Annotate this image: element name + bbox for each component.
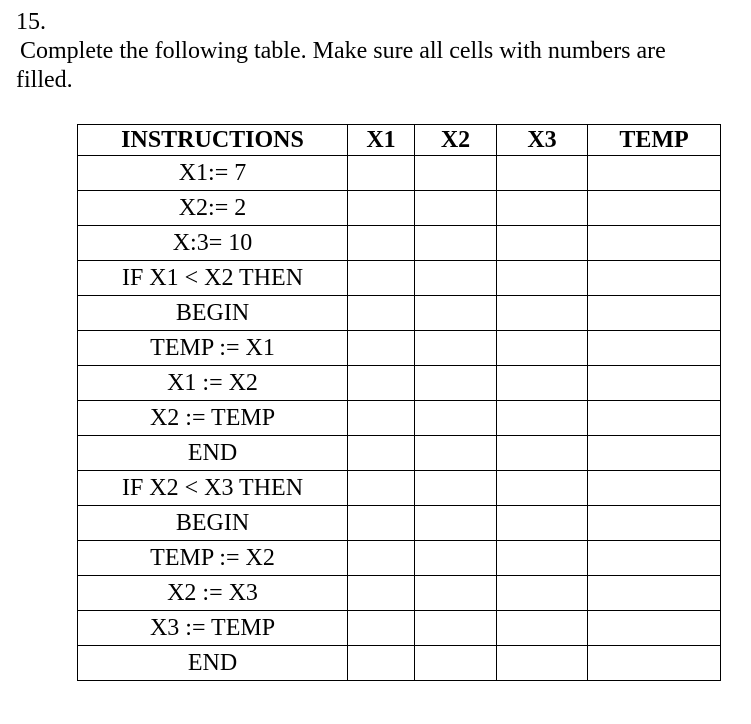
x2-cell[interactable] xyxy=(415,646,497,681)
table-row xyxy=(78,576,721,611)
instruction-cell: X:3= 10 xyxy=(78,226,348,261)
header-x1: X1 xyxy=(348,125,415,156)
instruction-cell: IF X1 < X2 THEN xyxy=(78,261,348,296)
instruction-cell: END xyxy=(78,646,348,681)
x3-cell[interactable] xyxy=(497,646,588,681)
x1-cell[interactable] xyxy=(348,541,415,576)
x1-cell[interactable] xyxy=(348,646,415,681)
x2-cell[interactable] xyxy=(415,366,497,401)
x3-cell[interactable] xyxy=(497,506,588,541)
x1-cell[interactable] xyxy=(348,296,415,331)
x3-cell[interactable] xyxy=(497,576,588,611)
x2-cell[interactable] xyxy=(415,541,497,576)
temp-cell[interactable] xyxy=(588,331,721,366)
x1-cell[interactable] xyxy=(348,436,415,471)
temp-cell[interactable] xyxy=(588,226,721,261)
table-row xyxy=(78,366,721,401)
temp-cell[interactable] xyxy=(588,296,721,331)
x1-cell[interactable] xyxy=(348,366,415,401)
table-row xyxy=(78,401,721,436)
x2-cell[interactable] xyxy=(415,296,497,331)
x2-cell[interactable] xyxy=(415,611,497,646)
x1-cell[interactable] xyxy=(348,576,415,611)
x2-cell[interactable] xyxy=(415,471,497,506)
question-number: 15. xyxy=(16,9,46,35)
table-row xyxy=(78,646,721,681)
table-row xyxy=(78,261,721,296)
x3-cell[interactable] xyxy=(497,366,588,401)
instruction-cell: X1 := X2 xyxy=(78,366,348,401)
table-row xyxy=(78,506,721,541)
table-row xyxy=(78,331,721,366)
temp-cell[interactable] xyxy=(588,541,721,576)
instruction-cell: TEMP := X2 xyxy=(78,541,348,576)
header-instructions: INSTRUCTIONS xyxy=(78,125,348,156)
temp-cell[interactable] xyxy=(588,261,721,296)
temp-cell[interactable] xyxy=(588,576,721,611)
x2-cell[interactable] xyxy=(415,576,497,611)
instruction-cell: X2 := X3 xyxy=(78,576,348,611)
x1-cell[interactable] xyxy=(348,471,415,506)
trace-table xyxy=(77,124,721,681)
x1-cell[interactable] xyxy=(348,156,415,191)
x3-cell[interactable] xyxy=(497,331,588,366)
temp-cell[interactable] xyxy=(588,191,721,226)
x3-cell[interactable] xyxy=(497,261,588,296)
x2-cell[interactable] xyxy=(415,436,497,471)
table-row xyxy=(78,226,721,261)
x3-cell[interactable] xyxy=(497,156,588,191)
x1-cell[interactable] xyxy=(348,226,415,261)
instruction-cell: X2:= 2 xyxy=(78,191,348,226)
table-row xyxy=(78,471,721,506)
temp-cell[interactable] xyxy=(588,156,721,191)
x3-cell[interactable] xyxy=(497,471,588,506)
instruction-cell: IF X2 < X3 THEN xyxy=(78,471,348,506)
x1-cell[interactable] xyxy=(348,401,415,436)
x1-cell[interactable] xyxy=(348,331,415,366)
header-row xyxy=(78,125,721,156)
x2-cell[interactable] xyxy=(415,226,497,261)
x3-cell[interactable] xyxy=(497,611,588,646)
x2-cell[interactable] xyxy=(415,506,497,541)
temp-cell[interactable] xyxy=(588,366,721,401)
table-row xyxy=(78,191,721,226)
x2-cell[interactable] xyxy=(415,401,497,436)
header-x3: X3 xyxy=(497,125,588,156)
temp-cell[interactable] xyxy=(588,436,721,471)
x3-cell[interactable] xyxy=(497,296,588,331)
x1-cell[interactable] xyxy=(348,506,415,541)
header-temp: TEMP xyxy=(588,125,721,156)
table-body xyxy=(78,156,721,681)
x3-cell[interactable] xyxy=(497,191,588,226)
x1-cell[interactable] xyxy=(348,191,415,226)
x3-cell[interactable] xyxy=(497,226,588,261)
temp-cell[interactable] xyxy=(588,471,721,506)
table-row xyxy=(78,296,721,331)
instruction-cell: BEGIN xyxy=(78,296,348,331)
temp-cell[interactable] xyxy=(588,611,721,646)
instruction-cell: X1:= 7 xyxy=(78,156,348,191)
table-row xyxy=(78,156,721,191)
x2-cell[interactable] xyxy=(415,156,497,191)
x1-cell[interactable] xyxy=(348,261,415,296)
temp-cell[interactable] xyxy=(588,401,721,436)
temp-cell[interactable] xyxy=(588,646,721,681)
x2-cell[interactable] xyxy=(415,331,497,366)
table-row xyxy=(78,611,721,646)
x1-cell[interactable] xyxy=(348,611,415,646)
instruction-cell: END xyxy=(78,436,348,471)
instruction-cell: X3 := TEMP xyxy=(78,611,348,646)
instruction-cell: X2 := TEMP xyxy=(78,401,348,436)
table-row xyxy=(78,436,721,471)
x3-cell[interactable] xyxy=(497,436,588,471)
x2-cell[interactable] xyxy=(415,261,497,296)
header-x2: X2 xyxy=(415,125,497,156)
x3-cell[interactable] xyxy=(497,541,588,576)
table-row xyxy=(78,541,721,576)
instruction-cell: BEGIN xyxy=(78,506,348,541)
x3-cell[interactable] xyxy=(497,401,588,436)
question-prompt: Complete the following table. Make sure all cells with numbers are filled. xyxy=(16,38,666,93)
temp-cell[interactable] xyxy=(588,506,721,541)
instruction-cell: TEMP := X1 xyxy=(78,331,348,366)
x2-cell[interactable] xyxy=(415,191,497,226)
